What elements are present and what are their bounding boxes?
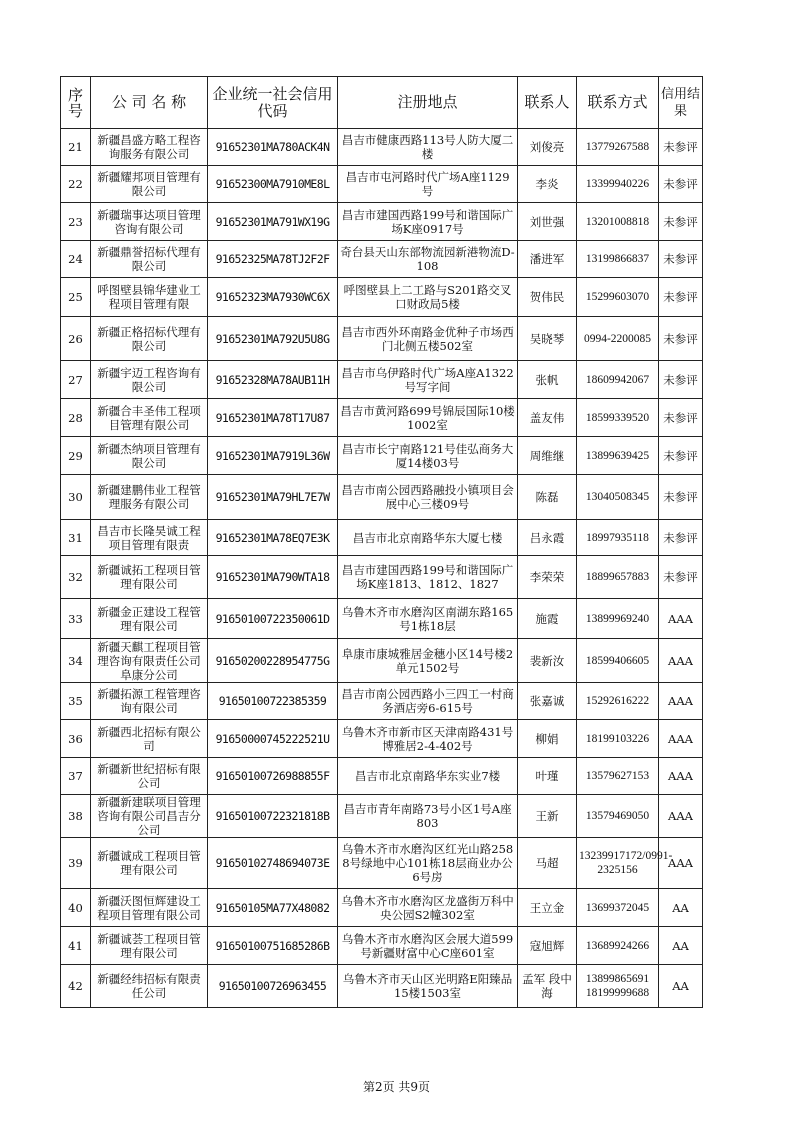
table-row bbox=[61, 129, 703, 166]
row-company-name: 新疆宇迈工程咨询有限公司 bbox=[91, 361, 208, 399]
row-company-name: 新疆合丰圣伟工程项目管理有限公司 bbox=[91, 399, 208, 437]
row-rating: AAA bbox=[659, 758, 703, 795]
row-seq: 26 bbox=[61, 317, 91, 361]
row-rating: 未参评 bbox=[659, 361, 703, 399]
row-rating: 未参评 bbox=[659, 241, 703, 278]
row-phone: 18599406605 bbox=[577, 639, 659, 683]
table-row bbox=[61, 241, 703, 278]
row-rating: 未参评 bbox=[659, 475, 703, 520]
row-company-name: 新疆经纬招标有限责任公司 bbox=[91, 965, 208, 1008]
row-contact: 陈磊 bbox=[518, 475, 577, 520]
table-row bbox=[61, 437, 703, 475]
row-phone: 18609942067 bbox=[577, 361, 659, 399]
row-company-name: 新疆新建联项目管理咨询有限公司昌吉分公司 bbox=[91, 795, 208, 838]
company-credit-table bbox=[60, 76, 703, 1008]
table-row bbox=[61, 965, 703, 1008]
row-contact: 盖友伟 bbox=[518, 399, 577, 437]
table-row bbox=[61, 203, 703, 241]
row-address: 乌鲁木齐市水磨沟区红光山路2588号绿地中心101栋18层商业办公6号房 bbox=[338, 838, 518, 889]
row-credit-code: 91652323MA7930WC6X bbox=[208, 278, 338, 317]
row-address: 乌鲁木齐市新市区天津南路431号博雅居2-4-402号 bbox=[338, 720, 518, 758]
table-row bbox=[61, 720, 703, 758]
row-contact: 裴新汝 bbox=[518, 639, 577, 683]
row-seq: 29 bbox=[61, 437, 91, 475]
row-company-name: 新疆建鹏伟业工程管理服务有限公司 bbox=[91, 475, 208, 520]
row-credit-code: 91652328MA78AUB11H bbox=[208, 361, 338, 399]
row-phone: 13899639425 bbox=[577, 437, 659, 475]
row-credit-code: 91652301MA7919L36W bbox=[208, 437, 338, 475]
table-row bbox=[61, 361, 703, 399]
row-contact: 吴晓琴 bbox=[518, 317, 577, 361]
row-phone: 13779267588 bbox=[577, 129, 659, 166]
table-row bbox=[61, 838, 703, 889]
row-credit-code: 91650102748694073E bbox=[208, 838, 338, 889]
row-credit-code: 91650100751685286B bbox=[208, 927, 338, 965]
row-contact: 张嘉诚 bbox=[518, 683, 577, 720]
row-address: 昌吉市南公园西路小三四工一村商务酒店旁6-615号 bbox=[338, 683, 518, 720]
row-credit-code: 91650100726988855F bbox=[208, 758, 338, 795]
row-address: 乌鲁木齐市天山区光明路E阳臻品15楼1503室 bbox=[338, 965, 518, 1008]
row-address: 乌鲁木齐市水磨沟区南湖东路165号1栋18层 bbox=[338, 599, 518, 639]
table-row bbox=[61, 889, 703, 927]
row-contact: 寇旭辉 bbox=[518, 927, 577, 965]
header-rating: 信用结果 bbox=[659, 77, 703, 129]
row-rating: 未参评 bbox=[659, 317, 703, 361]
row-seq: 25 bbox=[61, 278, 91, 317]
header-company: 公 司 名 称 bbox=[91, 77, 208, 129]
row-seq: 22 bbox=[61, 166, 91, 203]
row-rating: 未参评 bbox=[659, 437, 703, 475]
row-contact: 贺伟民 bbox=[518, 278, 577, 317]
row-credit-code: 91652301MA78T17U87 bbox=[208, 399, 338, 437]
row-address: 昌吉市西外环南路金优种子市场西门北侧五楼502室 bbox=[338, 317, 518, 361]
table-row bbox=[61, 795, 703, 838]
row-address: 呼图壁县上二工路与S201路交叉口财政局5楼 bbox=[338, 278, 518, 317]
row-address: 乌鲁木齐市水磨沟区龙盛街万科中央公园S2幢302室 bbox=[338, 889, 518, 927]
row-company-name: 新疆瑞事达项目管理咨询有限公司 bbox=[91, 203, 208, 241]
row-credit-code: 91650100722321818B bbox=[208, 795, 338, 838]
row-rating: AAA bbox=[659, 683, 703, 720]
row-seq: 36 bbox=[61, 720, 91, 758]
row-phone: 0994-2200085 bbox=[577, 317, 659, 361]
row-contact: 马超 bbox=[518, 838, 577, 889]
row-address: 昌吉市南公园西路融投小镇项目会展中心三楼09号 bbox=[338, 475, 518, 520]
row-credit-code: 91652301MA79HL7E7W bbox=[208, 475, 338, 520]
row-phone: 18997935118 bbox=[577, 520, 659, 556]
row-seq: 37 bbox=[61, 758, 91, 795]
row-address: 阜康市康城雅居金穗小区14号楼2单元1502号 bbox=[338, 639, 518, 683]
row-phone: 13239917172/0991-2325156 bbox=[577, 838, 659, 889]
row-phone: 15292616222 bbox=[577, 683, 659, 720]
row-rating: 未参评 bbox=[659, 399, 703, 437]
row-credit-code: 91650000745222521U bbox=[208, 720, 338, 758]
row-company-name: 新疆鼎誉招标代理有限公司 bbox=[91, 241, 208, 278]
row-rating: 未参评 bbox=[659, 556, 703, 599]
row-company-name: 新疆正格招标代理有限公司 bbox=[91, 317, 208, 361]
row-company-name: 新疆诚荟工程项目管理有限公司 bbox=[91, 927, 208, 965]
table-row bbox=[61, 399, 703, 437]
row-contact: 孟军 段中海 bbox=[518, 965, 577, 1008]
row-address: 奇台县天山东部物流园新港物流D-108 bbox=[338, 241, 518, 278]
row-address: 昌吉市屯河路时代广场A座1129号 bbox=[338, 166, 518, 203]
row-contact: 张帆 bbox=[518, 361, 577, 399]
row-address: 昌吉市长宁南路121号佳弘商务大厦14楼03号 bbox=[338, 437, 518, 475]
row-seq: 34 bbox=[61, 639, 91, 683]
row-rating: AAA bbox=[659, 838, 703, 889]
row-contact: 周维继 bbox=[518, 437, 577, 475]
row-credit-code: 91652325MA78TJ2F2F bbox=[208, 241, 338, 278]
row-phone: 15299603070 bbox=[577, 278, 659, 317]
table-body bbox=[61, 129, 703, 1008]
row-phone: 13899969240 bbox=[577, 599, 659, 639]
table-row bbox=[61, 683, 703, 720]
row-address: 昌吉市建国西路199号和谐国际广场K座1813、1812、1827 bbox=[338, 556, 518, 599]
header-credit-code: 企业统一社会信用代码 bbox=[208, 77, 338, 129]
row-seq: 39 bbox=[61, 838, 91, 889]
row-company-name: 新疆金正建设工程管理有限公司 bbox=[91, 599, 208, 639]
row-seq: 30 bbox=[61, 475, 91, 520]
table-row bbox=[61, 166, 703, 203]
header-address: 注册地点 bbox=[338, 77, 518, 129]
row-credit-code: 91650200228954775G bbox=[208, 639, 338, 683]
row-phone: 13040508345 bbox=[577, 475, 659, 520]
row-credit-code: 91650100726963455 bbox=[208, 965, 338, 1008]
row-rating: AAA bbox=[659, 720, 703, 758]
row-seq: 27 bbox=[61, 361, 91, 399]
row-address: 昌吉市乌伊路时代广场A座A1322号写字间 bbox=[338, 361, 518, 399]
row-seq: 38 bbox=[61, 795, 91, 838]
row-company-name: 新疆杰纳项目管理有限公司 bbox=[91, 437, 208, 475]
row-phone: 13699372045 bbox=[577, 889, 659, 927]
row-credit-code: 91650105MA77X48082 bbox=[208, 889, 338, 927]
row-rating: 未参评 bbox=[659, 129, 703, 166]
row-credit-code: 91652301MA780ACK4N bbox=[208, 129, 338, 166]
row-phone: 13199866837 bbox=[577, 241, 659, 278]
row-phone: 18199103226 bbox=[577, 720, 659, 758]
row-address: 昌吉市北京南路华东大厦七楼 bbox=[338, 520, 518, 556]
row-contact: 刘世强 bbox=[518, 203, 577, 241]
row-phone: 13579627153 bbox=[577, 758, 659, 795]
table-row bbox=[61, 278, 703, 317]
row-seq: 33 bbox=[61, 599, 91, 639]
table-row bbox=[61, 599, 703, 639]
row-phone: 13689924266 bbox=[577, 927, 659, 965]
table-row bbox=[61, 758, 703, 795]
row-contact: 吕永霞 bbox=[518, 520, 577, 556]
row-credit-code: 91650100722385359 bbox=[208, 683, 338, 720]
table-row bbox=[61, 475, 703, 520]
row-phone: 13399940226 bbox=[577, 166, 659, 203]
row-address: 乌鲁木齐市水磨沟区会展大道599号新疆财富中心C座601室 bbox=[338, 927, 518, 965]
row-rating: AA bbox=[659, 889, 703, 927]
row-contact: 王新 bbox=[518, 795, 577, 838]
page-number: 第2页 共9页 bbox=[362, 1080, 431, 1094]
row-company-name: 新疆新世纪招标有限公司 bbox=[91, 758, 208, 795]
row-credit-code: 91652301MA791WX19G bbox=[208, 203, 338, 241]
row-rating: AA bbox=[659, 965, 703, 1008]
row-seq: 24 bbox=[61, 241, 91, 278]
table-row bbox=[61, 317, 703, 361]
row-contact: 潘进军 bbox=[518, 241, 577, 278]
row-address: 昌吉市健康西路113号人防大厦二楼 bbox=[338, 129, 518, 166]
row-address: 昌吉市黄河路699号锦辰国际10楼1002室 bbox=[338, 399, 518, 437]
row-contact: 刘俊亮 bbox=[518, 129, 577, 166]
row-company-name: 新疆西北招标有限公司 bbox=[91, 720, 208, 758]
table-row bbox=[61, 927, 703, 965]
row-credit-code: 91652300MA7910ME8L bbox=[208, 166, 338, 203]
row-rating: 未参评 bbox=[659, 278, 703, 317]
row-company-name: 新疆沃图恒辉建设工程项目管理有限公司 bbox=[91, 889, 208, 927]
row-address: 昌吉市建国西路199号和谐国际广场K座0917号 bbox=[338, 203, 518, 241]
table-row bbox=[61, 520, 703, 556]
row-phone: 13201008818 bbox=[577, 203, 659, 241]
row-company-name: 新疆拓源工程管理咨询有限公司 bbox=[91, 683, 208, 720]
table-header-row bbox=[61, 77, 703, 129]
row-address: 昌吉市青年南路73号小区1号A座803 bbox=[338, 795, 518, 838]
row-contact: 李炎 bbox=[518, 166, 577, 203]
row-company-name: 昌吉市长隆昊诚工程项目管理有限责 bbox=[91, 520, 208, 556]
row-seq: 32 bbox=[61, 556, 91, 599]
row-company-name: 新疆耀邦项目管理有限公司 bbox=[91, 166, 208, 203]
row-rating: 未参评 bbox=[659, 203, 703, 241]
row-seq: 21 bbox=[61, 129, 91, 166]
row-credit-code: 91652301MA790WTA18 bbox=[208, 556, 338, 599]
row-seq: 31 bbox=[61, 520, 91, 556]
row-seq: 23 bbox=[61, 203, 91, 241]
row-credit-code: 91652301MA792U5U8G bbox=[208, 317, 338, 361]
header-contact: 联系人 bbox=[518, 77, 577, 129]
row-credit-code: 91652301MA78EQ7E3K bbox=[208, 520, 338, 556]
row-contact: 王立金 bbox=[518, 889, 577, 927]
row-contact: 李荣荣 bbox=[518, 556, 577, 599]
row-phone: 13579469050 bbox=[577, 795, 659, 838]
header-phone: 联系方式 bbox=[577, 77, 659, 129]
row-phone: 18899657883 bbox=[577, 556, 659, 599]
row-company-name: 呼图壁县锦华建业工程项目管理有限 bbox=[91, 278, 208, 317]
row-company-name: 新疆诚成工程项目管理有限公司 bbox=[91, 838, 208, 889]
row-seq: 40 bbox=[61, 889, 91, 927]
table-row bbox=[61, 639, 703, 683]
row-company-name: 新疆昌盛方略工程咨询服务有限公司 bbox=[91, 129, 208, 166]
row-contact: 施霞 bbox=[518, 599, 577, 639]
row-rating: AA bbox=[659, 927, 703, 965]
row-rating: 未参评 bbox=[659, 166, 703, 203]
row-contact: 叶瑾 bbox=[518, 758, 577, 795]
row-seq: 28 bbox=[61, 399, 91, 437]
row-rating: AAA bbox=[659, 639, 703, 683]
table-row bbox=[61, 556, 703, 599]
row-company-name: 新疆天麒工程项目管理咨询有限责任公司阜康分公司 bbox=[91, 639, 208, 683]
row-seq: 42 bbox=[61, 965, 91, 1008]
row-rating: AAA bbox=[659, 599, 703, 639]
row-credit-code: 91650100722350061D bbox=[208, 599, 338, 639]
row-phone: 18599339520 bbox=[577, 399, 659, 437]
row-contact: 柳娟 bbox=[518, 720, 577, 758]
row-company-name: 新疆诚拓工程项目管理有限公司 bbox=[91, 556, 208, 599]
row-rating: 未参评 bbox=[659, 520, 703, 556]
row-phone: 13899865691 18199999688 bbox=[577, 965, 659, 1008]
row-address: 昌吉市北京南路华东实业7楼 bbox=[338, 758, 518, 795]
header-seq: 序号 bbox=[61, 77, 91, 129]
row-seq: 35 bbox=[61, 683, 91, 720]
row-rating: AAA bbox=[659, 795, 703, 838]
row-seq: 41 bbox=[61, 927, 91, 965]
